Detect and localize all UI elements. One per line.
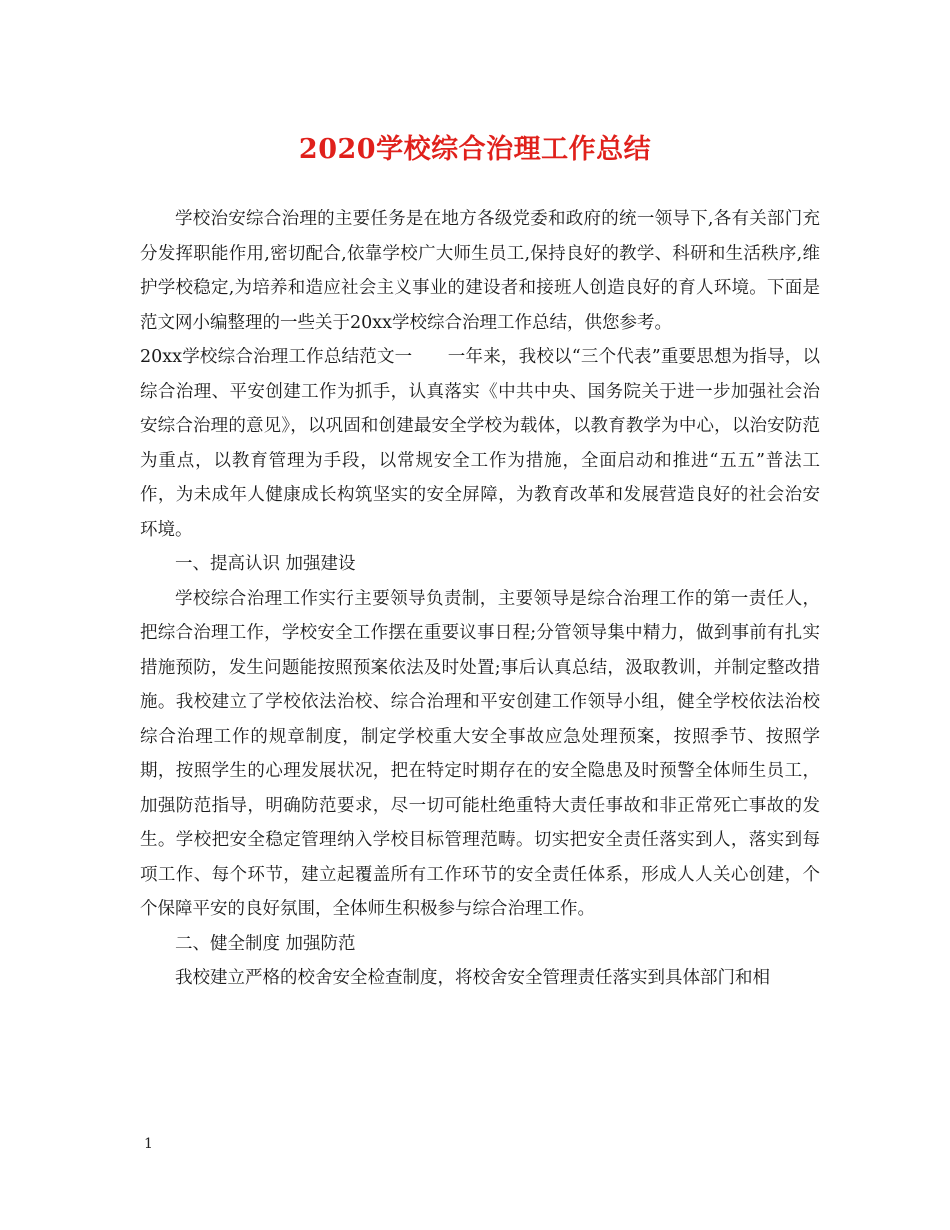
page-number: 1 (144, 1136, 153, 1152)
paragraph-section-1: 学校综合治理工作实行主要领导负责制，主要领导是综合治理工作的第一责任人，把综合治理工作，学校安全工作摆在重要议事日程;分管领导集中精力，做到事前有扎实措施预防，发生问题能按照预案依法及时处置;事后认真总结，汲取教训，并制定整改措施。我校建立了学校依法治校、综合治理和平安创建工作领导小组，健全学校依法治校综合治理工作的规章制度，制定学校重大安全事故应急处理预案，按照季节、按照学期，按照学生的心理发展状况，把在特定时期存在的安全隐患及时预警全体师生员工，加强防范指导，明确防范要求，尽一切可能杜绝重特大责任事故和非正常死亡事故的发生。学校把安全稳定管理纳入学校目标管理范畴。切实把安全责任落实到人，落实到每项工作、每个环节，建立起覆盖所有工作环节的安全责任体系，形成人人关心创建，个个保障平安的良好氛围，全体师生积极参与综合治理工作。 (140, 588, 820, 919)
document-body (140, 202, 820, 996)
section-heading-2: 二、健全制度 加强防范 (175, 933, 356, 954)
paragraph-section-2: 我校建立严格的校舍安全检查制度，将校舍安全管理责任落实到具体部门和相 (175, 968, 770, 988)
document-title: 2020学校综合治理工作总结 (298, 134, 652, 165)
paragraph-intro: 学校治安综合治理的主要任务是在地方各级党委和政府的统一领导下,各有关部门充分发挥职能作用,密切配合,依靠学校广大师生员工,保持良好的教学、科研和生活秩序,维护学校稳定,为培养和造应社会主义事业的建设者和接班人创造良好的育人环境。下面是范文网小编整理的一些关于20xx学校综合治理工作总结，供您参考。 (140, 209, 820, 333)
section-heading-1: 一、提高认识 加强建设 (175, 554, 356, 574)
paragraph-sample-one: 20xx学校综合治理工作总结范文一 一年来，我校以“三个代表”重要思想为指导，以综合治理、平安创建工作为抓手，认真落实《中共中央、国务院关于进一步加强社会治安综合治理的意见》，以巩固和创建最安全学校为载体，以教育教学为中心，以治安防范为重点，以教育管理为手段，以常规安全工作为措施，全面启动和推进“五五”普法工作，为未成年人健康成长构筑坚实的安全屏障，为教育改革和发展营造良好的社会治安环境。 (140, 347, 820, 540)
